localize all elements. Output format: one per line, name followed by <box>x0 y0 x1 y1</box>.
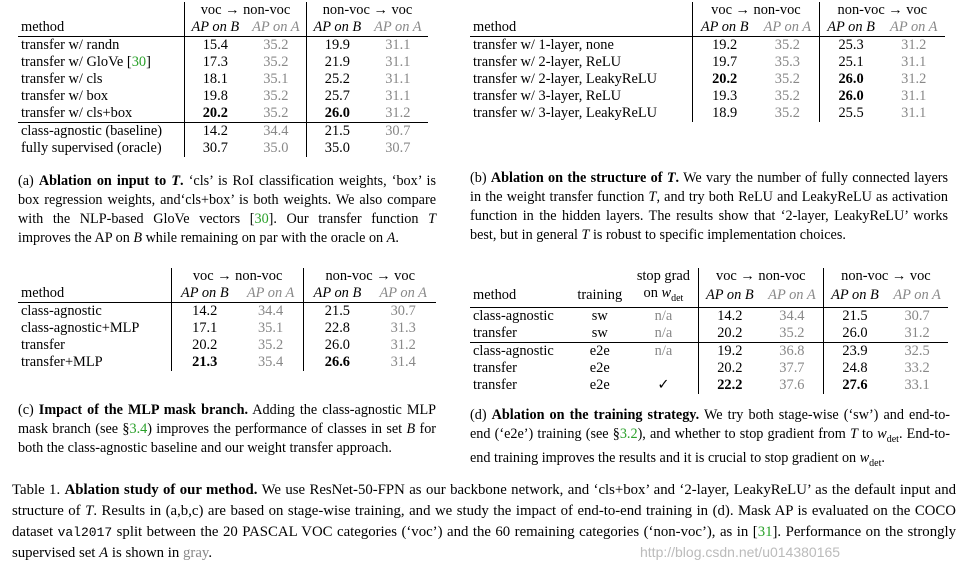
table-a-caption: (a) Ablation on input to T. ‘cls’ is RoI classification weights, ‘box’ is box regression weights, and‘cls+box’ is both weights. We also compare with the NLP-based GloVe vectors [30]. Our transfer function T improves the AP on B while remaining on par with the oracle on A. <box>18 173 437 246</box>
method-cell: class-agnostic (baseline) <box>21 123 163 139</box>
value-cell: 33.2 <box>904 359 930 376</box>
table-d: stop grad voc → non-voc non-voc → voc method training on $w_{det}$ AP on B AP on A AP on B AP on A class-agnostic sw n/a 14.2 34.4 21.5 30.7 transfer sw n/a 20.2 35.2 26.0 31.2 class-agnostic e2e n/a 19.2 36.8 23.9 32.5 transfer e2e 20.2 37.7 24.8 33.2 transfer e2e ✓ 22.2 37.6 27.6 33.1 <box>470 268 948 394</box>
method-cell: transfer+MLP <box>21 354 103 370</box>
method-cell: transfer w/ cls+box <box>21 105 133 121</box>
table-d-panel <box>470 268 950 473</box>
value-cell: 35.2 <box>257 337 284 353</box>
training-cell: e2e <box>589 342 610 359</box>
value-cell: 19.2 <box>698 342 761 360</box>
table-d-caption: (d) Ablation on the training strategy. We try both stage-wise (‘sw’) and end-to-end (‘e2e’) training (see §3.2), and whether to stop gradient from T to $w_{det}$. End-to-end training improves the results and it is crucial to stop gradient on $w_{det}$. <box>470 406 951 469</box>
method-cell: transfer <box>473 359 517 376</box>
method-cell: transfer w/ 3-layer, LeakyReLU <box>473 105 658 121</box>
value-cell: 35.2 <box>263 105 289 121</box>
value-cell: 35.0 <box>263 140 289 156</box>
table-a-sub-0: AP on B <box>185 19 246 37</box>
training-cell: e2e <box>589 376 610 393</box>
watermark: http://blog.csdn.net/u014380165 <box>640 544 841 560</box>
table-b-col-method: method <box>473 19 517 35</box>
value-cell: 19.3 <box>693 88 756 105</box>
value-cell: 14.2 <box>698 307 761 325</box>
value-cell: 22.8 <box>304 320 370 337</box>
table-a-sub-2: AP on B <box>307 19 368 37</box>
table-b-group1: voc → non-voc <box>693 2 819 19</box>
table-row <box>470 360 948 377</box>
stop-grad-cell: n/a <box>654 342 673 359</box>
table-b-group2: non-voc → voc <box>819 2 945 19</box>
method-cell: class-agnostic <box>473 342 554 359</box>
value-cell: 17.3 <box>185 54 246 71</box>
table-a-group2: non-voc → voc <box>307 2 428 19</box>
value-cell: 26.0 <box>823 325 886 343</box>
value-cell: 35.3 <box>774 54 800 70</box>
value-cell: 15.4 <box>185 37 246 55</box>
value-cell: 30.7 <box>904 307 930 324</box>
value-cell: 35.0 <box>307 140 368 157</box>
value-cell: 18.1 <box>185 71 246 88</box>
method-cell: transfer w/ randn <box>21 37 120 53</box>
value-cell: 31.2 <box>390 337 416 353</box>
value-cell: 25.3 <box>819 37 882 55</box>
training-cell: e2e <box>589 359 610 376</box>
table-row <box>18 71 428 88</box>
method-cell: transfer w/ 2-layer, ReLU <box>473 54 622 70</box>
value-cell: 35.1 <box>263 71 289 87</box>
value-cell: 35.2 <box>263 54 289 70</box>
value-cell: 36.8 <box>779 342 805 359</box>
table-b-panel <box>470 2 948 245</box>
value-cell: 31.2 <box>904 324 930 341</box>
method-cell: transfer <box>473 376 517 393</box>
table-row <box>18 354 436 371</box>
method-cell: transfer w/ GloVe [30] <box>21 54 151 70</box>
value-cell: 19.7 <box>693 54 756 71</box>
training-cell: sw <box>591 324 608 341</box>
method-cell: class-agnostic <box>473 307 554 324</box>
value-cell: 31.1 <box>901 105 927 121</box>
value-cell: 31.3 <box>390 320 416 336</box>
table-row <box>470 71 945 88</box>
value-cell: 35.2 <box>774 88 800 104</box>
method-cell: transfer w/ cls <box>21 71 103 87</box>
value-cell: 31.1 <box>385 37 411 53</box>
citation-link[interactable]: 3.2 <box>619 425 638 442</box>
value-cell: 31.1 <box>385 54 411 70</box>
value-cell: 34.4 <box>263 123 289 139</box>
value-cell: 30.7 <box>185 140 246 157</box>
value-cell: 35.1 <box>257 320 284 336</box>
table-row <box>470 88 945 105</box>
value-cell: 18.9 <box>693 105 756 122</box>
value-cell: 31.2 <box>901 71 927 87</box>
table-row <box>18 123 428 141</box>
table-row <box>18 320 436 337</box>
value-cell: 20.2 <box>171 337 237 354</box>
table-a-col-method: method <box>21 19 65 35</box>
value-cell: 31.1 <box>385 71 411 87</box>
value-cell: 26.6 <box>304 354 370 371</box>
table-c: voc → non-voc non-voc → voc method AP on B AP on A AP on B AP on A class-agnostic 14.2 34.4 21.5 30.7 class-agnostic+MLP 17.1 35.1 22.8 31.3 transfer 20.2 35.2 26.0 31.2 transfer+MLP 21.3 35.4 26.6 31.4 <box>18 268 436 371</box>
value-cell: 34.4 <box>779 307 805 324</box>
value-cell: 32.5 <box>904 342 930 359</box>
value-cell: 31.2 <box>901 37 927 53</box>
value-cell: 21.9 <box>307 54 368 71</box>
table-row <box>470 105 945 122</box>
value-cell: 20.2 <box>185 105 246 123</box>
value-cell: 33.1 <box>904 376 930 393</box>
method-cell: class-agnostic <box>21 303 102 319</box>
value-cell: 35.2 <box>263 37 289 53</box>
value-cell: 26.0 <box>304 337 370 354</box>
value-cell: 25.1 <box>819 54 882 71</box>
citation-link[interactable]: 30 <box>131 54 147 70</box>
value-cell: 20.2 <box>698 360 761 377</box>
value-cell: 23.9 <box>823 342 886 360</box>
value-cell: 31.1 <box>901 54 927 70</box>
training-cell: sw <box>591 307 608 324</box>
value-cell: 14.2 <box>171 303 237 321</box>
table-row <box>18 37 428 55</box>
method-cell: transfer w/ box <box>21 88 109 104</box>
value-cell: 21.5 <box>823 307 886 325</box>
value-cell: 37.7 <box>779 359 805 376</box>
method-cell: transfer w/ 3-layer, ReLU <box>473 88 622 104</box>
table-a-panel <box>18 2 436 248</box>
stop-grad-cell: n/a <box>654 307 673 324</box>
value-cell: 22.2 <box>698 377 761 394</box>
value-cell: 17.1 <box>171 320 237 337</box>
stop-grad-cell: ✓ <box>657 376 670 393</box>
value-cell: 19.8 <box>185 88 246 105</box>
value-cell: 31.1 <box>901 88 927 104</box>
citation-link[interactable]: 31 <box>757 524 773 540</box>
table-row <box>470 342 948 360</box>
table-row <box>18 105 428 123</box>
value-cell: 37.6 <box>779 376 805 393</box>
table-a <box>18 2 428 157</box>
value-cell: 21.3 <box>171 354 237 371</box>
value-cell: 26.0 <box>307 105 368 123</box>
table-row <box>18 88 428 105</box>
caption-title: Ablation on input to <box>38 173 167 189</box>
table-row <box>18 337 436 354</box>
value-cell: 25.7 <box>307 88 368 105</box>
main-caption-title: Ablation study of our method. <box>64 482 258 498</box>
value-cell: 19.2 <box>693 37 756 55</box>
value-cell: 26.0 <box>819 71 882 88</box>
method-cell: transfer w/ 2-layer, LeakyReLU <box>473 71 658 87</box>
table-a-sub-3: AP on A <box>374 19 422 35</box>
value-cell: 35.2 <box>774 71 800 87</box>
value-cell: 25.5 <box>819 105 882 122</box>
method-cell: fully supervised (oracle) <box>21 140 162 156</box>
value-cell: 19.9 <box>307 37 368 55</box>
value-cell: 31.2 <box>385 105 411 121</box>
method-cell: transfer w/ 1-layer, none <box>473 37 614 53</box>
value-cell: 26.0 <box>819 88 882 105</box>
value-cell: 35.2 <box>263 88 289 104</box>
table-row <box>18 140 428 157</box>
main-caption: Table 1. Ablation study of our method. We use ResNet-50-FPN as our backbone network, and ‘cls+box’ and ‘2-layer, LeakyReLU’ as the default input and structure of T. Results in (a,b,c) are based on stage-wise training, and we study the impact of end-to-end training in (d). Mask AP is evaluated on the COCO dataset val2017 split between the 20 PASCAL VOC categories (‘voc’) and the 60 remaining categories (‘non-voc’), as in [31]. Performance on the strongly supervised set A is shown in gray. <box>12 482 957 561</box>
value-cell: 27.6 <box>823 377 886 394</box>
value-cell: 21.5 <box>304 303 370 321</box>
citation-link[interactable]: 30 <box>254 211 269 227</box>
stop-grad-cell: n/a <box>654 324 673 341</box>
table-a-group1: voc → non-voc <box>185 2 307 19</box>
table-c-caption: (c) Impact of the MLP mask branch. Adding the class-agnostic MLP mask branch (see §3.4) improves the performance of classes in set B for both the class-agnostic baseline and our weight transfer approach. <box>18 402 437 456</box>
value-cell: 25.2 <box>307 71 368 88</box>
table-row <box>470 37 945 55</box>
value-cell: 30.7 <box>390 303 416 319</box>
dataset-name: val2017 <box>57 525 113 540</box>
table-row <box>470 307 948 325</box>
method-cell: class-agnostic+MLP <box>21 320 140 336</box>
table-row <box>470 377 948 394</box>
value-cell: 14.2 <box>185 123 246 141</box>
value-cell: 30.7 <box>385 140 411 156</box>
value-cell: 35.4 <box>257 354 284 370</box>
table-row <box>470 325 948 343</box>
table-c-panel <box>18 268 436 458</box>
table-row <box>18 303 436 321</box>
value-cell: 34.4 <box>257 303 284 319</box>
value-cell: 30.7 <box>385 123 411 139</box>
stop-grad-cell <box>629 360 698 377</box>
table-row <box>470 54 945 71</box>
table-row <box>18 54 428 71</box>
citation-link[interactable]: 3.4 <box>129 421 148 437</box>
method-cell: transfer <box>21 337 65 353</box>
value-cell: 35.2 <box>774 105 800 121</box>
table-b: voc → non-voc non-voc → voc method AP on B AP on A AP on B AP on A transfer w/ 1-layer, none 19.2 35.2 25.3 31.2 transfer w/ 2-layer, ReLU 19.7 35.3 25.1 31.1 transfer w/ 2-layer, LeakyReLU 20.2 35.2 26.0 31.2 transfer w/ 3-layer, ReLU 19.3 35.2 26.0 31.1 transfer w/ 3-layer, LeakyReLU 18.9 35.2 25.5 31.1 <box>470 2 945 122</box>
value-cell: 35.2 <box>779 324 805 341</box>
value-cell: 21.5 <box>307 123 368 141</box>
value-cell: 24.8 <box>823 360 886 377</box>
table-a-sub-1: AP on A <box>252 19 300 35</box>
caption-label: (a) <box>18 173 34 189</box>
value-cell: 31.1 <box>385 88 411 104</box>
value-cell: 20.2 <box>693 71 756 88</box>
method-cell: transfer <box>473 324 517 341</box>
value-cell: 31.4 <box>390 354 416 370</box>
value-cell: 20.2 <box>698 325 761 343</box>
table-b-caption: (b) Ablation on the structure of T. We vary the number of fully connected layers in the weight transfer function T, and try both ReLU and LeakyReLU as activation function in the hidden layers. The results show that ‘2-layer, LeakyReLU’ works best, but in general T is robust to specific implementation choices. <box>470 170 948 243</box>
table-label: Table 1. <box>12 482 61 498</box>
value-cell: 35.2 <box>774 37 800 53</box>
